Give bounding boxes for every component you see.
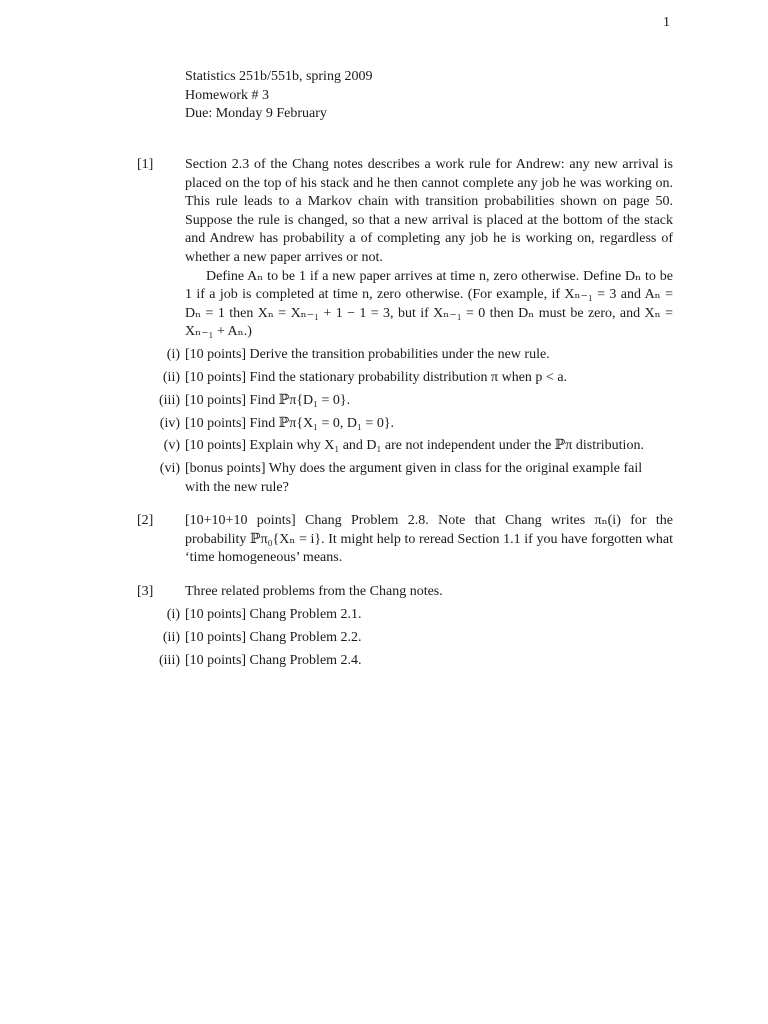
page-number: 1 (663, 15, 670, 30)
problem-paragraph: Section 2.3 of the Chang notes describes a work rule for Andrew: any new arrival is placed on the top of his stack and he then cannot complete any job he was working on. This rule leads to a Markov chain with transition probabilities shown on page 50. Suppose the rule is changed, so that a new arrival is placed at the bottom of the stack and Andrew has probability a of completing any job he is working on, regardless of whether a new paper arrives or not. (185, 157, 673, 265)
part-text (185, 460, 673, 497)
part-label: (ii) (162, 630, 180, 645)
part-text-line: with the new rule? (185, 479, 289, 495)
homework-number: Homework # 3 (185, 87, 269, 103)
part-label: (iii) (159, 393, 180, 408)
part-label: (i) (166, 607, 180, 622)
problem-number: [2] (137, 513, 154, 528)
problem-number: [1] (137, 157, 154, 172)
part-text: [10 points] Find ℙπ{X₁ = 0, D₁ = 0}. (185, 416, 395, 431)
due-date: Due: Monday 9 February (185, 106, 327, 122)
part-label: (vi) (159, 461, 180, 476)
part-text: [10 points] Chang Problem 2.2. (185, 630, 362, 645)
part-text: [10 points] Derive the transition probabilities under the new rule. (185, 347, 550, 362)
part-text: [10 points] Find the stationary probability distribution π when p < a. (185, 370, 568, 385)
part-label: (iv) (159, 416, 180, 431)
problem-body (185, 583, 673, 602)
document-header (185, 68, 372, 124)
part-label: (v) (163, 438, 180, 453)
part-label: (i) (166, 347, 180, 362)
course-title: Statistics 251b/551b, spring 2009 (185, 69, 373, 84)
problem-paragraph: Three related problems from the Chang notes. (185, 584, 443, 599)
part-text: [10 points] Find ℙπ{D₁ = 0}. (185, 393, 351, 408)
part-text: [10 points] Chang Problem 2.1. (185, 607, 362, 622)
part-text: [10 points] Chang Problem 2.4. (185, 653, 362, 668)
part-text-line: [bonus points] Why does the argument given in class for the original example fail (185, 461, 643, 476)
problem-body (185, 512, 673, 568)
part-label: (ii) (162, 370, 180, 385)
problem-paragraph: [10+10+10 points] Chang Problem 2.8. Note that Chang writes πₙ(i) for the probability ℙπ₀{Xₙ = i}. It might help to reread Section 1.1 if you have forgotten what ‘time homogeneous’ means. (185, 513, 673, 566)
problem-paragraph: Define Aₙ to be 1 if a new paper arrives at time n, zero otherwise. Define Dₙ to be 1 if a job is completed at time n, zero otherwise. (For example, if Xₙ₋₁ = 3 and Aₙ = Dₙ = 1 then Xₙ = Xₙ₋₁ + 1 − 1 = 3, but if Xₙ₋₁ = 0 then Dₙ must be zero, and Xₙ = Xₙ₋₁ + Aₙ.) (185, 268, 673, 340)
part-text: [10 points] Explain why X₁ and D₁ are not independent under the ℙπ distribution. (185, 438, 644, 453)
problem-number: [3] (137, 584, 154, 599)
part-label: (iii) (159, 653, 180, 668)
problem-body (185, 156, 673, 342)
